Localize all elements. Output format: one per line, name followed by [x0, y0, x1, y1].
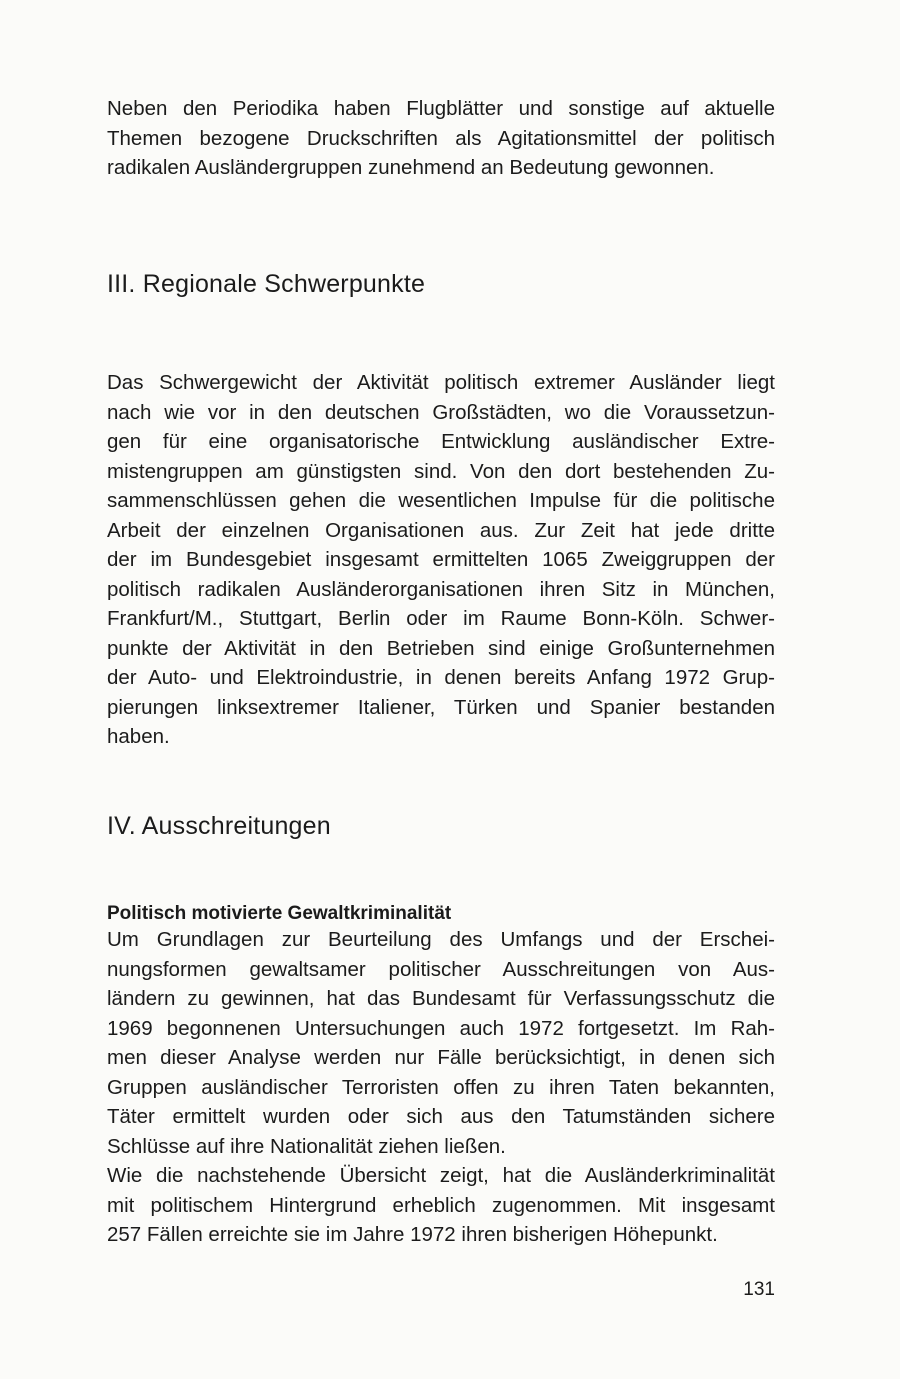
paragraph-line: nach wie vor in den deutschen Großstädten, wo die Voraussetzun-: [107, 400, 775, 424]
paragraph-line: 257 Fällen erreichte sie im Jahre 1972 ihren bisherigen Höhepunkt.: [107, 1223, 718, 1246]
paragraph-line: gen für eine organisatorische Entwicklung ausländischer Extre-: [107, 430, 775, 453]
paragraph-line: der Auto- und Elektroindustrie, in denen bereits Anfang 1972 Grup-: [107, 666, 775, 689]
regional-paragraph: [107, 368, 775, 752]
paragraph-line: politisch radikalen Ausländerorganisationen ihren Sitz in München,: [107, 577, 775, 601]
section-heading-regionale-schwerpunkte: III. Regionale Schwerpunkte: [107, 270, 426, 298]
paragraph-line: Wie die nachstehende Übersicht zeigt, hat die Ausländerkriminalität: [107, 1164, 775, 1187]
paragraph-line: haben.: [107, 725, 170, 748]
paragraph-line: punkte der Aktivität in den Betrieben sind einige Großunternehmen: [107, 636, 775, 660]
paragraph-line: der im Bundesgebiet insgesamt ermittelten 1065 Zweiggruppen der: [107, 548, 775, 571]
paragraph-line: Frankfurt/M., Stuttgart, Berlin oder im Raume Bonn-Köln. Schwer-: [107, 607, 775, 630]
paragraph-line: mit politischem Hintergrund erheblich zugenommen. Mit insgesamt: [107, 1193, 775, 1217]
paragraph-line: Arbeit der einzelnen Organisationen aus. Zur Zeit hat jede dritte: [107, 518, 775, 542]
paragraph-line: Schlüsse auf ihre Nationalität ziehen ließen.: [107, 1134, 506, 1158]
paragraph-line: Themen bezogene Druckschriften als Agitationsmittel der politisch: [107, 126, 775, 150]
paragraph-line: sammenschlüssen gehen die wesentlichen Impulse für die politische: [107, 489, 775, 512]
paragraph-line: men dieser Analyse werden nur Fälle berücksichtigt, in denen sich: [107, 1046, 775, 1069]
paragraph-line: Gruppen ausländischer Terroristen offen zu ihren Taten bekannten,: [107, 1075, 775, 1099]
paragraph-line: mistengruppen am günstigsten sind. Von den dort bestehenden Zu-: [107, 459, 775, 483]
paragraph-line: nungsformen gewaltsamer politischer Ausschreitungen von Aus-: [107, 957, 775, 981]
paragraph-line: Neben den Periodika haben Flugblätter und sonstige auf aktuelle: [107, 97, 775, 120]
intro-paragraph: [107, 94, 775, 183]
subheading-gewaltkriminalitaet: Politisch motivierte Gewaltkriminalität: [107, 903, 452, 924]
paragraph-line: Täter ermittelt wurden oder sich aus den Tatumständen sichere: [107, 1105, 775, 1128]
section-heading-ausschreitungen: IV. Ausschreitungen: [107, 812, 331, 840]
paragraph-line: ländern zu gewinnen, hat das Bundesamt für Verfassungsschutz die: [107, 987, 775, 1010]
violence-paragraph: [107, 925, 775, 1250]
page-number: 131: [743, 1279, 775, 1300]
paragraph-line: radikalen Ausländergruppen zunehmend an Bedeutung gewonnen.: [107, 156, 715, 179]
paragraph-line: Um Grundlagen zur Beurteilung des Umfangs und der Erschei-: [107, 928, 775, 951]
paragraph-line: Das Schwergewicht der Aktivität politisch extremer Ausländer liegt: [107, 371, 775, 394]
paragraph-line: pierungen linksextremer Italiener, Türken und Spanier bestanden: [107, 695, 775, 719]
paragraph-line: 1969 begonnenen Untersuchungen auch 1972 fortgesetzt. Im Rah-: [107, 1016, 775, 1040]
